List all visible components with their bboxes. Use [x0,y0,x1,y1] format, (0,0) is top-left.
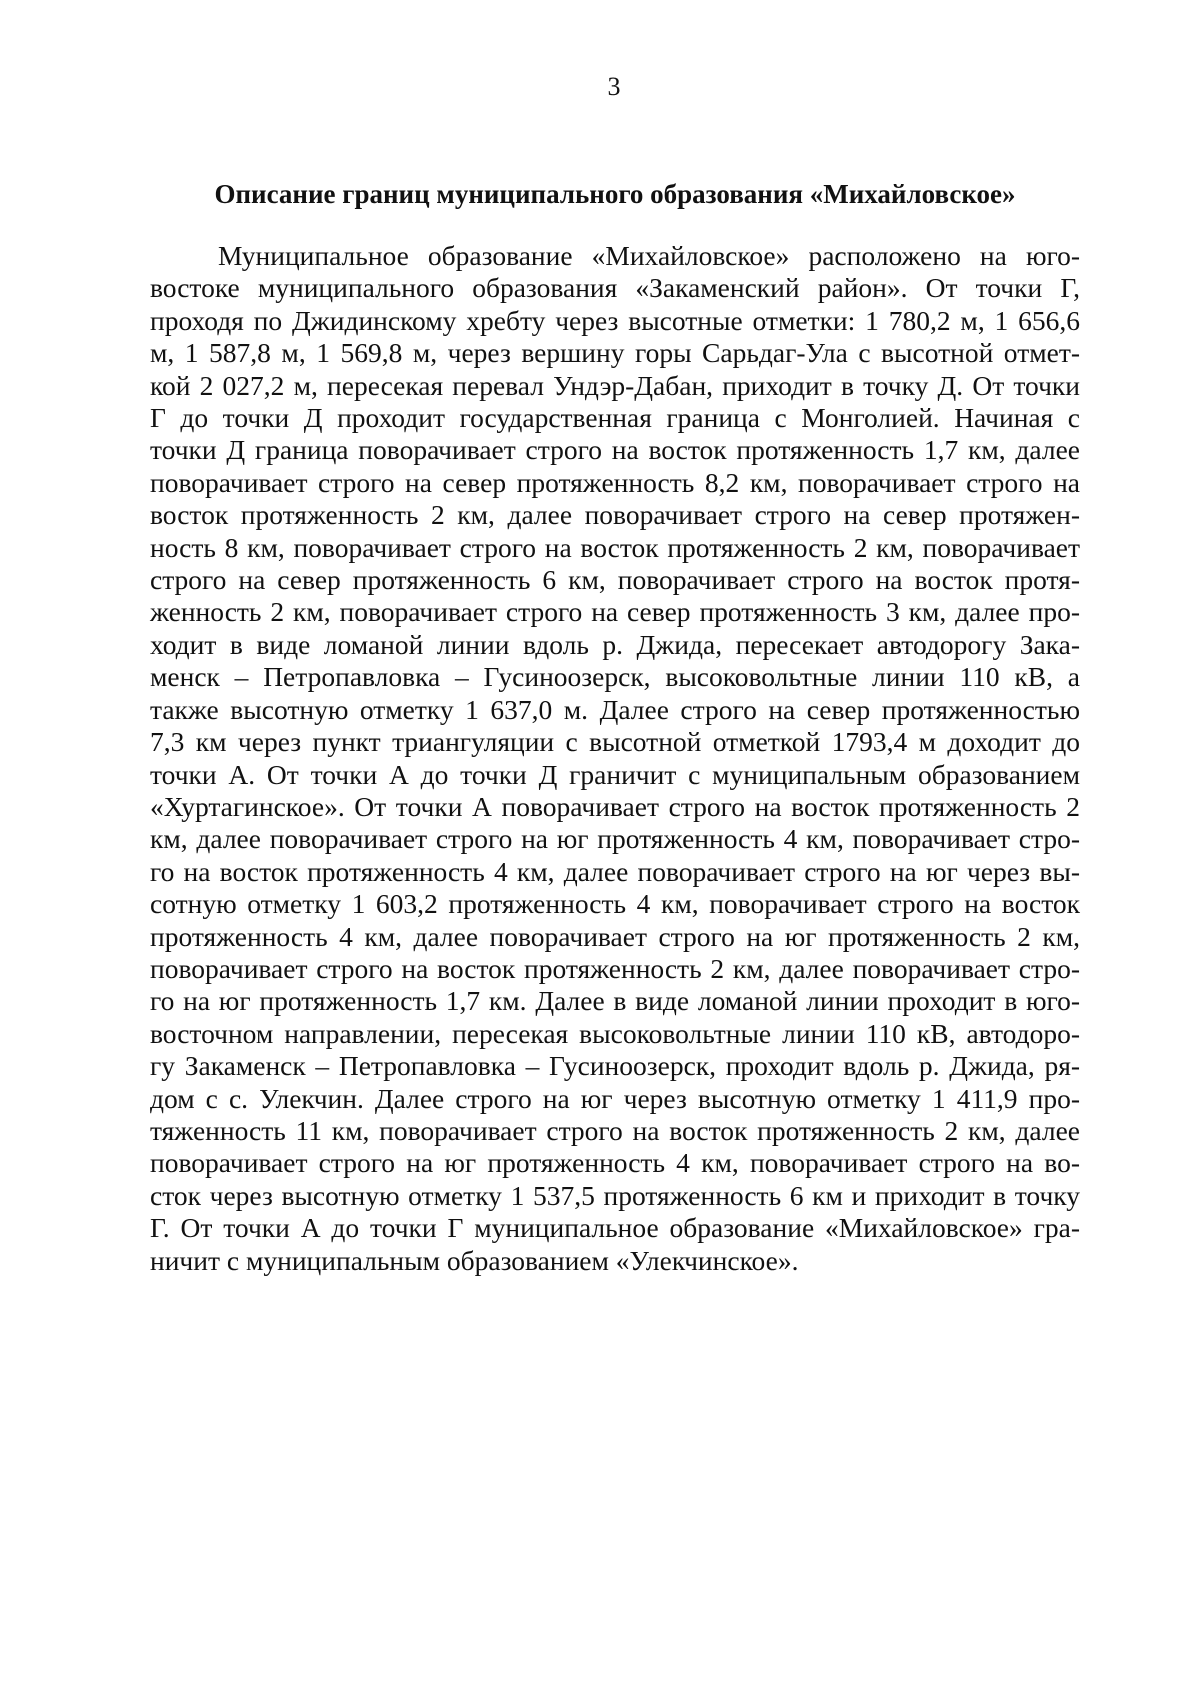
paragraph-line: также высотную отметку 1 637,0 м. Далее строго на север протяженностью [150,693,1080,725]
paragraph-line: гу Закаменск – Петропавловка – Гусиноозерск, проходит вдоль р. Джида, ря- [150,1050,1080,1082]
paragraph-line: точки А. От точки А до точки Д граничит с муниципальным образованием [150,758,1080,790]
boundary-description-paragraph [150,240,1080,1277]
paragraph-line: сток через высотную отметку 1 537,5 протяженность 6 км и приходит в точку [150,1179,1080,1211]
paragraph-line: строго на север протяженность 6 км, поворачивает строго на восток протя- [150,564,1080,596]
paragraph-line: дом с с. Улекчин. Далее строго на юг через высотную отметку 1 411,9 про- [150,1082,1080,1114]
paragraph-line: женность 2 км, поворачивает строго на север протяженность 3 км, далее про- [150,596,1080,628]
paragraph-line: поворачивает строго на восток протяженность 2 км, далее поворачивает стро- [150,952,1080,984]
paragraph-line: го на юг протяженность 1,7 км. Далее в виде ломаной линии проходит в юго- [150,985,1080,1017]
paragraph-line: км, далее поворачивает строго на юг протяженность 4 км, поворачивает стро- [150,823,1080,855]
paragraph-line: ходит в виде ломаной линии вдоль р. Джида, пересекает автодорогу Зака- [150,628,1080,660]
paragraph-line: восток протяженность 2 км, далее поворачивает строго на север протяжен- [150,499,1080,531]
paragraph-line: тяженность 11 км, поворачивает строго на восток протяженность 2 км, далее [150,1114,1080,1146]
paragraph-line: ничит с муниципальным образованием «Улекчинское». [150,1244,799,1276]
paragraph-line: поворачивает строго на север протяженность 8,2 км, поворачивает строго на [150,466,1080,498]
paragraph-line: 7,3 км через пункт триангуляции с высотной отметкой 1793,4 м доходит до [150,726,1080,758]
document-title: Описание границ муниципального образования «Михайловское» [214,179,1016,209]
paragraph-line: го на восток протяженность 4 км, далее поворачивает строго на юг через вы- [150,855,1080,887]
paragraph-line: востоке муниципального образования «Закаменский район». От точки Г, [150,272,1080,304]
page-number: 3 [607,72,621,101]
paragraph-line: «Хуртагинское». От точки А поворачивает строго на восток протяженность 2 [150,790,1080,822]
paragraph-line: м, 1 587,8 м, 1 569,8 м, через вершину горы Сарьдаг-Ула с высотной отмет- [150,337,1080,369]
paragraph-line: поворачивает строго на юг протяженность 4 км, поворачивает строго на во- [150,1147,1080,1179]
paragraph-line: менск – Петропавловка – Гусиноозерск, высоковольтные линии 110 кВ, а [150,661,1080,693]
paragraph-line: Г до точки Д проходит государственная граница с Монголией. Начиная с [150,402,1080,434]
paragraph-line: сотную отметку 1 603,2 протяженность 4 км, поворачивает строго на восток [150,888,1080,920]
paragraph-line: проходя по Джидинскому хребту через высотные отметки: 1 780,2 м, 1 656,6 [150,304,1080,336]
paragraph-line: Муниципальное образование «Михайловское» расположено на юго- [218,240,1080,271]
paragraph-line: Г. От точки А до точки Г муниципальное образование «Михайловское» гра- [150,1212,1080,1244]
paragraph-line: восточном направлении, пересекая высоковольтные линии 110 кВ, автодоро- [150,1017,1080,1049]
paragraph-line: протяженность 4 км, далее поворачивает строго на юг протяженность 2 км, [150,920,1080,952]
paragraph-line: ность 8 км, поворачивает строго на восток протяженность 2 км, поворачивает [150,531,1080,563]
paragraph-line: точки Д граница поворачивает строго на восток протяженность 1,7 км, далее [150,434,1080,466]
paragraph-line: кой 2 027,2 м, пересекая перевал Ундэр-Дабан, приходит в точку Д. От точки [150,369,1080,401]
